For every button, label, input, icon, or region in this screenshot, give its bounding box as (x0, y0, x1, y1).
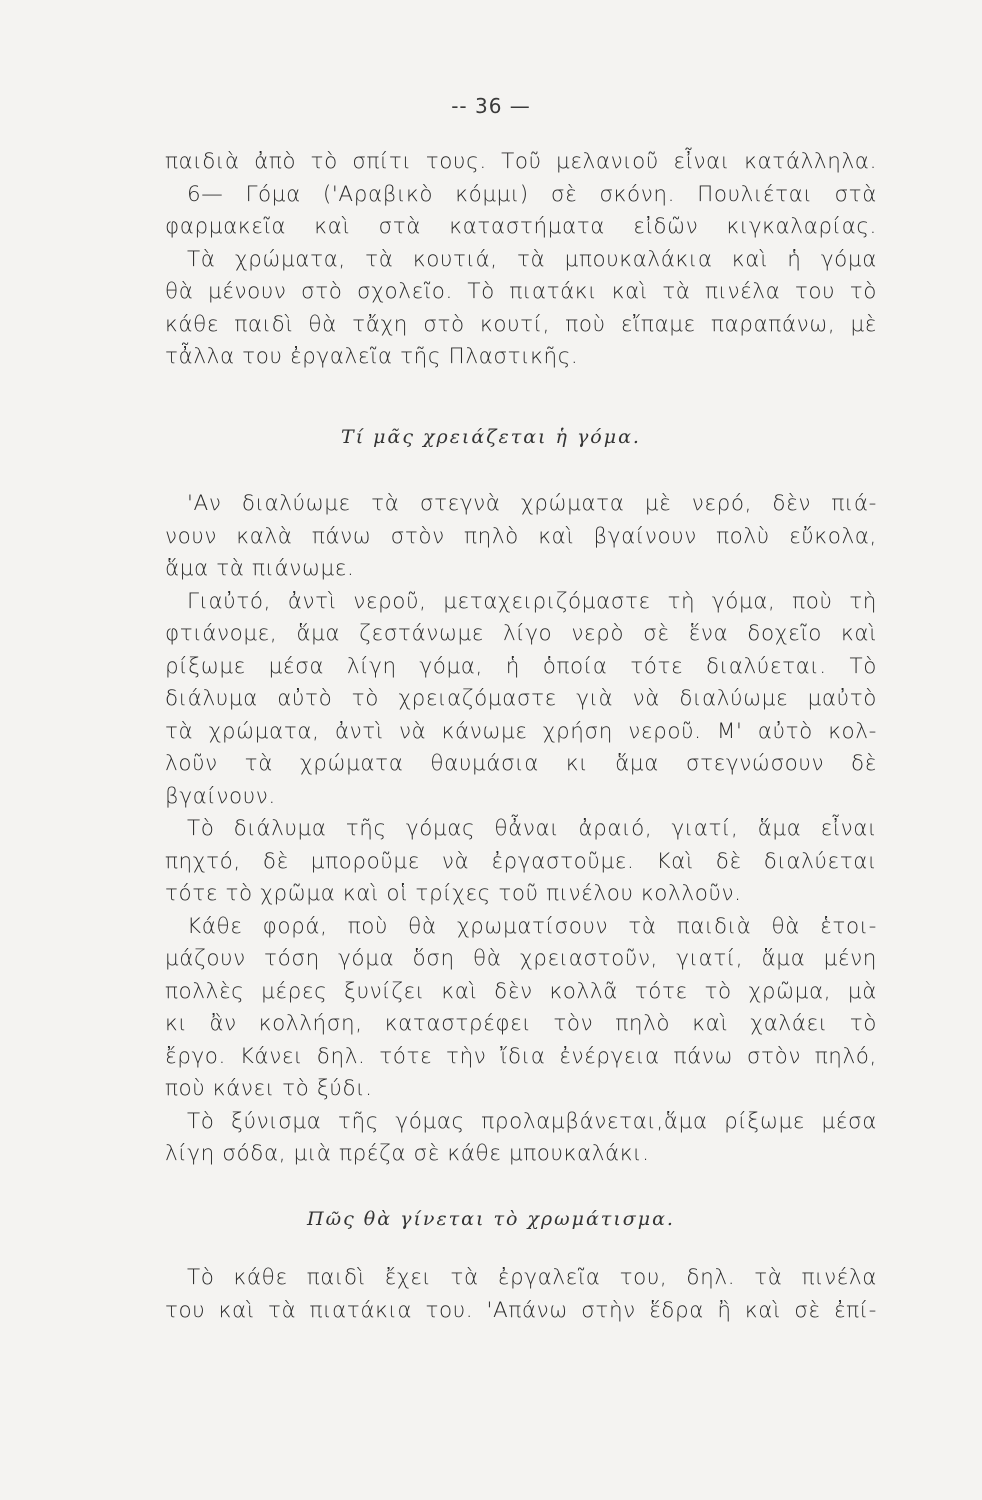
text-line: λίγη σόδα, μιὰ πρέζα σὲ κάθε μπουκαλάκι. (165, 1141, 650, 1166)
paragraph (165, 1262, 877, 1327)
text-line: νουν καλὰ πάνω στὸν πηλὸ καὶ βγαίνουν πολὺ εὔκολα, (165, 523, 877, 549)
text-line: φαρμακεῖα καὶ στὰ καταστήματα εἰδῶν κιγκαλαρίας. (165, 214, 877, 239)
text-line: Γιαὐτό, ἀντὶ νεροῦ, μεταχειριζόμαστε τὴ γόμα, ποὺ τὴ (187, 588, 877, 614)
section-heading-coloring: Πῶς θὰ γίνεται τὸ χρωμάτισμα. (307, 1208, 675, 1230)
paragraph (165, 813, 877, 911)
text-line: 'Αν διαλύωμε τὰ στεγνὰ χρώματα μὲ νερό, δὲν πιά- (187, 491, 877, 516)
text-line: φτιάνομε, ἅμα ζεστάνωμε λίγο νερὸ σὲ ἕνα δοχεῖο καὶ (165, 621, 877, 646)
paragraph (165, 488, 877, 586)
paragraph (165, 586, 877, 814)
text-line: πηχτό, δὲ μποροῦμε νὰ ἐργαστοῦμε. Καὶ δὲ διαλύεται (165, 848, 877, 874)
text-line: του καὶ τὰ πιατάκια του. 'Απάνω στὴν ἕδρα ἢ καὶ σὲ ἐπί- (165, 1297, 877, 1323)
text-line: παιδιὰ ἀπὸ τὸ σπίτι τους. Τοῦ μελανιοῦ εἶναι κατάλληλα. (165, 149, 877, 174)
text-line: θὰ μένουν στὸ σχολεῖο. Τὸ πιατάκι καὶ τὰ πινέλα του τὸ (165, 279, 877, 304)
text-line: Τὸ διάλυμα τῆς γόμας θἆναι ἀραιό, γιατί, ἅμα εἶναι (187, 816, 877, 841)
text-line: κι ἂν κολλήση, καταστρέφει τὸν πηλὸ καὶ χαλάει τὸ (165, 1011, 877, 1036)
text-line: λοῦν τὰ χρώματα θαυμάσια κι ἅμα στεγνώσουν δὲ (165, 751, 877, 776)
paragraph (165, 1106, 877, 1171)
text-block-1 (165, 146, 877, 374)
text-line: βγαίνουν. (165, 783, 276, 809)
text-line: Τὸ ξύνισμα τῆς γόμας προλαμβάνεται,ἅμα ρίξωμε μέσα (187, 1108, 877, 1134)
paragraph-materials (165, 146, 877, 374)
text-line: ἅμα τὰ πιάνωμε. (165, 556, 355, 581)
text-block-3 (165, 1262, 877, 1327)
text-line: ποὺ κάνει τὸ ξύδι. (165, 1076, 373, 1101)
section-heading-gum: Τί μᾶς χρειάζεται ἡ γόμα. (341, 426, 641, 448)
text-line: Τὸ κάθε παιδὶ ἔχει τὰ ἐργαλεῖα του, δηλ. τὰ πινέλα (187, 1265, 877, 1290)
text-line: Κάθε φορά, ποὺ θὰ χρωματίσουν τὰ παιδιὰ θὰ ἑτοι- (187, 913, 877, 939)
text-line: τότε τὸ χρῶμα καὶ οἱ τρίχες τοῦ πινέλου κολλοῦν. (165, 881, 742, 906)
text-line: ἔργο. Κάνει δηλ. τότε τὴν ἴδια ἐνέργεια πάνω στὸν πηλό, (165, 1043, 877, 1069)
text-line: τὰ χρώματα, ἀντὶ νὰ κάνωμε χρήση νεροῦ. Μ' αὐτὸ κολ- (165, 718, 877, 744)
text-line: μάζουν τόση γόμα ὅση θὰ χρειαστοῦν, γιατί, ἅμα μένη (165, 946, 877, 971)
text-line: τἆλλα του ἐργαλεῖα τῆς Πλαστικῆς. (165, 344, 579, 369)
paragraph (165, 911, 877, 1106)
text-block-2 (165, 488, 877, 1171)
text-line: πολλὲς μέρες ξυνίζει καὶ δὲν κολλᾶ τότε τὸ χρῶμα, μὰ (165, 978, 877, 1004)
text-line: κάθε παιδὶ θὰ τἄχη στὸ κουτί, ποὺ εἴπαμε παραπάνω, μὲ (165, 311, 877, 337)
text-line: διάλυμα αὐτὸ τὸ χρειαζόμαστε γιὰ νὰ διαλύωμε μαὐτὸ (165, 686, 877, 711)
text-line: Τὰ χρώματα, τὰ κουτιά, τὰ μπουκαλάκια καὶ ἡ γόμα (187, 246, 877, 272)
text-line: ρίξωμε μέσα λίγη γόμα, ἡ ὁποία τότε διαλύεται. Τὸ (165, 653, 877, 679)
text-line: 6— Γόμα ('Αραβικὸ κόμμι) σὲ σκόνη. Πουλιέται στὰ (187, 181, 877, 207)
page-number: -- 36 — (451, 94, 531, 118)
